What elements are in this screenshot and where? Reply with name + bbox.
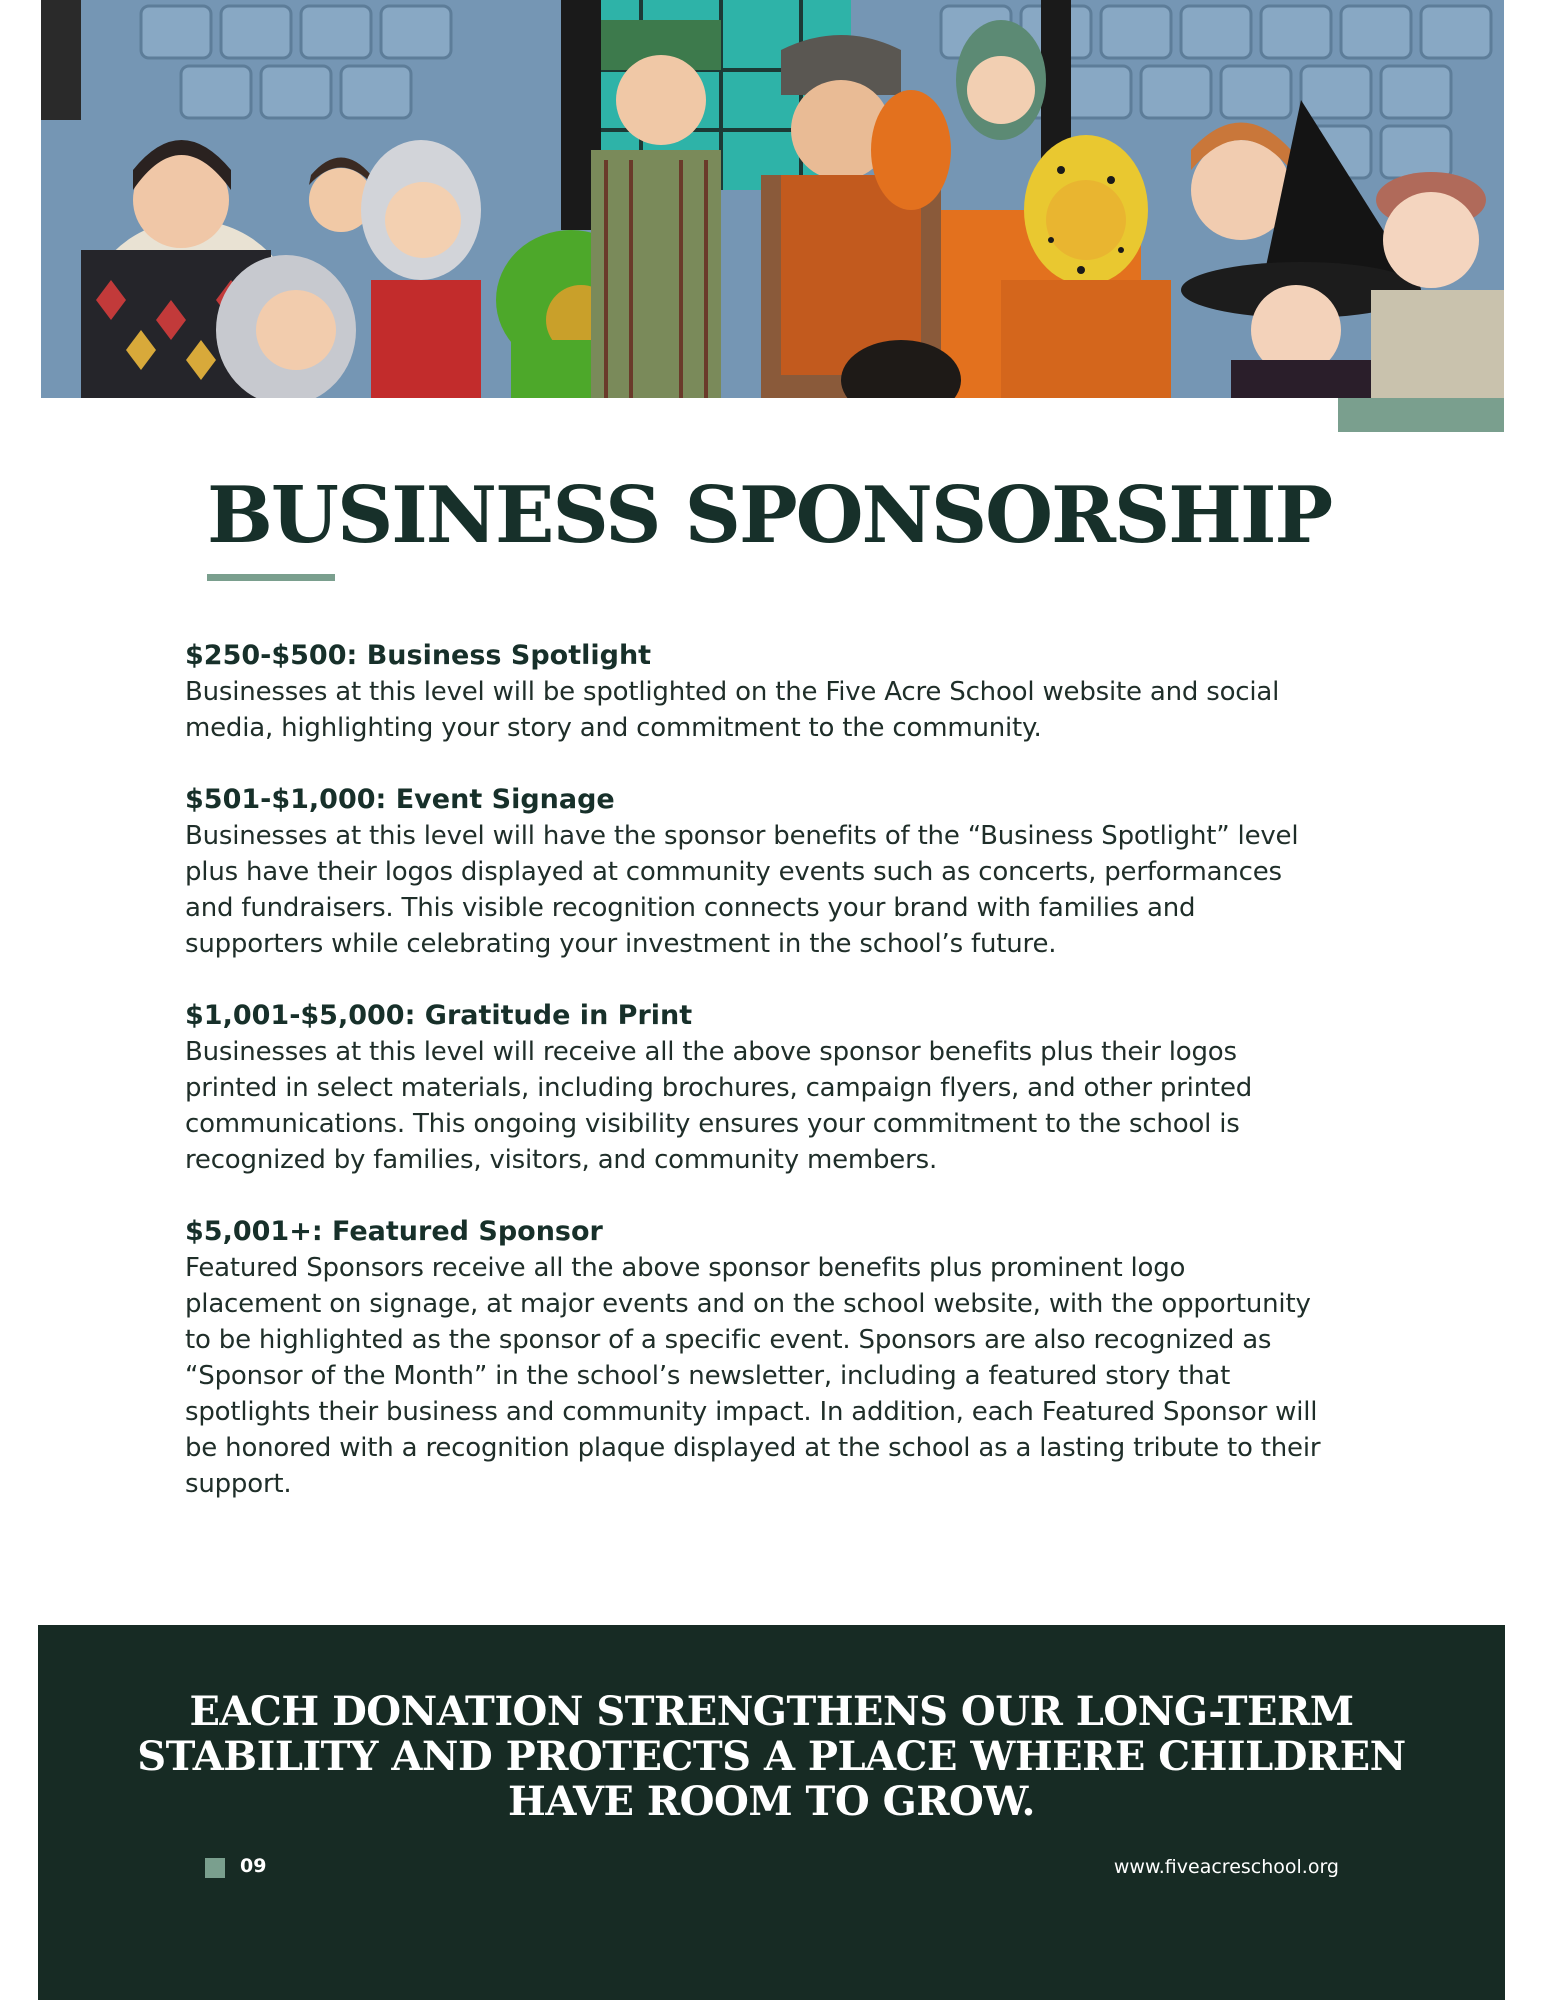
hero-photo-illustration <box>41 0 1504 398</box>
tier-description: Businesses at this level will receive all the above sponsor benefits plus their logos printed in select materials, including brochures, campaign flyers, and other printed communications. This ongoing visibility ensures your commitment to the school is recognized by families, visitors, and community members. <box>185 1037 1253 1175</box>
tier-description: Businesses at this level will be spotlighted on the Five Acre School website and social media, highlighting your story and commitment to the community. <box>185 677 1280 743</box>
footer-quote: EACH DONATION STRENGTHENS OUR LONG-TERM STABILITY AND PROTECTS A PLACE WHERE CHILDREN HAVE ROOM TO GROW. <box>137 1688 1406 1825</box>
tier-business-spotlight <box>185 638 1325 746</box>
tier-heading: $1,001-$5,000: Gratitude in Print <box>185 1000 693 1031</box>
page-title: BUSINESS SPONSORSHIP <box>207 470 1332 561</box>
tier-heading: $501-$1,000: Event Signage <box>185 784 615 815</box>
tier-description: Featured Sponsors receive all the above sponsor benefits plus prominent logo placement on signage, at major events and on the school website, with the opportunity to be highlighted as the sponsor of a specific event. Sponsors are also recognized as “Sponsor of the Month” in the school’s newsletter, including a featured story that spotlights their business and community impact. In addition, each Featured Sponsor will be honored with a recognition plaque displayed at the school as a lasting tribute to their support. <box>185 1253 1321 1499</box>
page-number: 09 <box>240 1855 267 1877</box>
tier-heading: $250-$500: Business Spotlight <box>185 640 652 671</box>
tier-description: Businesses at this level will have the sponsor benefits of the “Business Spotlight” level plus have their logos displayed at community events such as concerts, performances and fundraisers. This visible recognition connects your brand with families and supporters while celebrating your investment in the school’s future. <box>185 821 1299 959</box>
hero-photo <box>41 0 1504 398</box>
tier-gratitude-in-print <box>185 998 1325 1178</box>
tier-heading: $5,001+: Featured Sponsor <box>185 1216 603 1247</box>
title-underline <box>207 574 335 581</box>
tier-event-signage <box>185 782 1325 962</box>
tier-featured-sponsor <box>185 1214 1325 1502</box>
page-marker-square <box>205 1858 225 1878</box>
accent-block <box>1338 398 1504 432</box>
footer-banner <box>38 1625 1505 2000</box>
sponsorship-tiers <box>185 638 1325 1538</box>
website-link[interactable]: www.fiveacreschool.org <box>1113 1856 1339 1878</box>
